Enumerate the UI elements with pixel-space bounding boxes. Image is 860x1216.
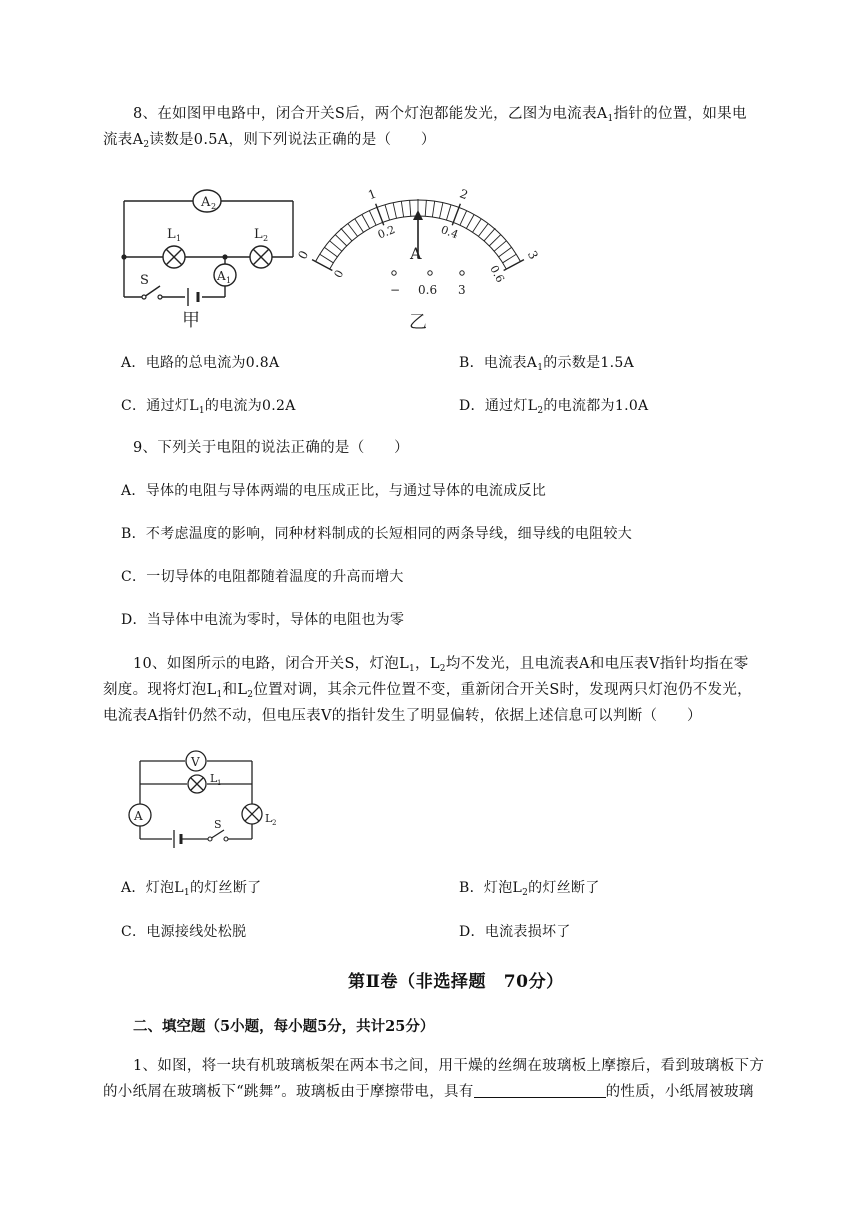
dial-tick (341, 228, 352, 241)
lamp-l1 (163, 227, 185, 268)
dial-tick (393, 203, 396, 219)
dial-tick (439, 203, 442, 219)
q8-option-c: C．通过灯$L_1$的电流为0.2A (121, 398, 296, 416)
svg-text:L: L (210, 772, 218, 785)
svg-text:L: L (254, 227, 263, 242)
q8-stem-line2: 流表$A_2$读数是0.5A，则下列说法正确的是（ ） (103, 132, 436, 150)
dial-tick (460, 211, 467, 226)
terminal-0-6: 0.6 (418, 283, 438, 297)
dial-tick (362, 214, 370, 228)
dial-tick (335, 235, 346, 246)
svg-text:A: A (201, 195, 211, 210)
lamp-l2 (250, 227, 272, 268)
svg-text:1: 1 (176, 234, 182, 243)
q8-figure-yi (295, 166, 541, 334)
ammeter-a2 (193, 190, 221, 212)
dial-top-tick-label: 3 (524, 248, 541, 262)
q8-figure-jia (110, 180, 310, 330)
meter-unit: A (410, 244, 422, 263)
terminal-negative: − (390, 283, 401, 297)
q9-stem: 9、下列关于电阻的说法正确的是（ ） (133, 440, 409, 456)
figure-caption-jia: 甲 (182, 310, 200, 331)
dial-top-tick-label: 1 (366, 186, 379, 203)
dial-tick (320, 254, 334, 263)
section2-heading: 二、填空题（5小题，每小题5分，共计25分） (133, 1018, 435, 1035)
part2-title: 第Ⅱ卷（非选择题 70分） (348, 972, 564, 992)
svg-text:2: 2 (211, 202, 217, 211)
q10-lamp-l2 (242, 804, 276, 827)
svg-text:L: L (167, 227, 176, 242)
dial-top-tick-label: 2 (457, 186, 470, 203)
dial-tick (312, 260, 332, 271)
dial-tick (494, 241, 506, 251)
q8-option-d: D．通过灯$L_2$的电流都为1.0A (459, 398, 649, 416)
fill1-line1: 1、如图，将一块有机玻璃板架在两本书之间，用干燥的丝绸在玻璃板上摩擦后，看到玻璃板下方 (133, 1058, 765, 1074)
svg-text:1: 1 (217, 779, 222, 787)
q9-option-c: C．一切导体的电阻都随着温度的升高而增大 (121, 569, 404, 585)
svg-text:L: L (265, 812, 273, 825)
q8-option-a: A．电路的总电流为0.8A (121, 355, 280, 371)
q8-stem-line1: 8、在如图甲电路中，闭合开关S后，两个灯泡都能发光，乙图为电流表$A_1$指针的位置，如果电 (133, 106, 747, 124)
q10-lamp-l1 (188, 772, 221, 793)
q10-stem-line1: 10、如图所示的电路，闭合开关S，灯泡$L_1$，$L_2$均不发光，且电流表A和电压表V指针均指在零 (133, 656, 749, 674)
dial-bottom-tick-label: 0.2 (375, 223, 397, 242)
dial-tick (401, 201, 403, 217)
svg-text:A: A (134, 809, 143, 823)
svg-text:A: A (217, 269, 226, 283)
svg-text:V: V (191, 755, 200, 769)
fill1-line2: 的小纸屑在玻璃板下“跳舞”。玻璃板由于摩擦带电，具有 的性质，小纸屑被玻璃 (103, 1084, 754, 1100)
dial-top-tick-label: 0 (295, 248, 312, 262)
figure-caption-yi: 乙 (409, 312, 427, 333)
answer-blank[interactable] (474, 1083, 606, 1098)
dial-tick (369, 211, 376, 226)
q10-stem-line3: 电流表A指针仍然不动，但电压表V的指针发生了明显偏转，依据上述信息可以判断（ ） (103, 708, 702, 724)
q10-option-a: A．灯泡$L_1$的灯丝断了 (121, 880, 262, 898)
dial-tick (355, 219, 364, 232)
meter-pointer-head (413, 210, 423, 220)
dial-tick (478, 224, 488, 237)
switch-label: S (140, 273, 149, 288)
svg-text:2: 2 (263, 234, 269, 243)
dial-tick (410, 200, 411, 216)
dial-tick (385, 205, 390, 220)
terminal-3: 3 (458, 283, 466, 297)
q10-option-b: B．灯泡$L_2$的灯丝断了 (459, 880, 600, 898)
dial-tick (504, 260, 524, 271)
voltmeter (186, 751, 206, 771)
svg-text:1: 1 (226, 276, 232, 285)
dial-tick (446, 205, 451, 220)
dial-tick (432, 201, 434, 217)
dial-bottom-tick-label: 0 (331, 267, 347, 281)
dial-tick (484, 228, 495, 241)
q10-ammeter (129, 804, 151, 826)
dial-tick (348, 224, 358, 237)
q9-option-d: D．当导体中电流为零时，导体的电阻也为零 (121, 612, 405, 628)
dial-bottom-tick-label: 0.4 (439, 223, 461, 242)
dial-tick (503, 254, 517, 263)
svg-text:2: 2 (272, 819, 277, 827)
ammeter-a1 (214, 264, 236, 286)
q9-option-b: B．不考虑温度的影响，同种材料制成的长短相同的两条导线，细导线的电阻较大 (121, 526, 633, 542)
dial-tick (324, 247, 337, 256)
dial-bottom-tick-label: 0.6 (487, 263, 507, 285)
q10-option-c: C．电源接线处松脱 (121, 924, 247, 940)
q10-option-d: D．电流表损坏了 (459, 924, 571, 940)
q10-switch-label: S (214, 818, 222, 831)
q8-option-b: B．电流表$A_1$的示数是1.5A (459, 355, 635, 373)
q10-stem-line2: 刻度。现将灯泡$L_1$和$L_2$位置对调，其余元件位置不变，重新闭合开关S时，发现两只灯泡仍不发光， (103, 682, 752, 700)
dial-tick (489, 235, 500, 246)
q9-option-a: A．导体的电阻与导体两端的电压成正比，与通过导体的电流成反比 (121, 483, 547, 499)
q10-figure (122, 746, 292, 858)
dial-tick (425, 200, 426, 216)
dial-tick (466, 214, 474, 228)
dial-tick (473, 219, 482, 232)
dial-tick (330, 241, 342, 251)
dial-tick (499, 247, 512, 256)
